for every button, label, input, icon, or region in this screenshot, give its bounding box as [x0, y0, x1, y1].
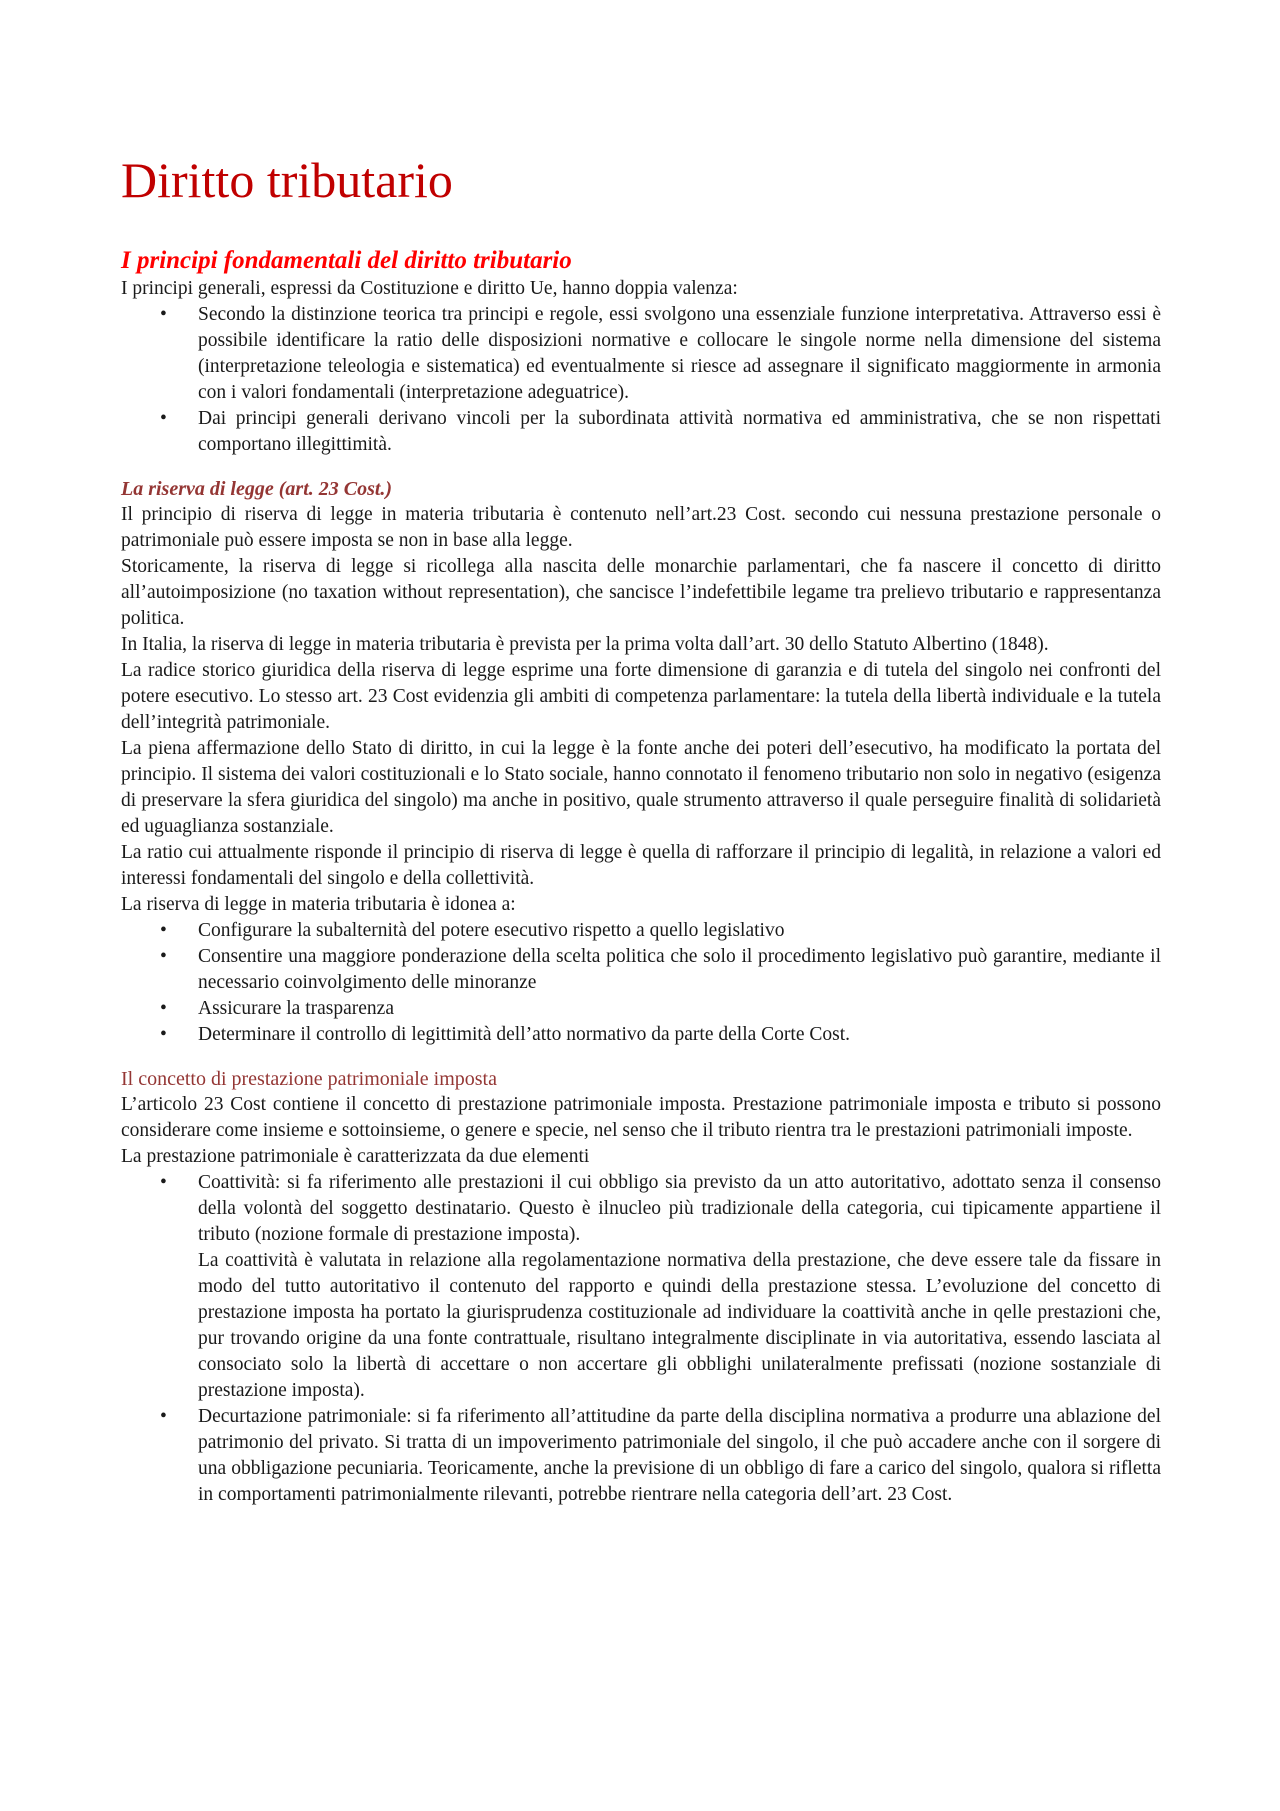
- section-heading: Il concetto di prestazione patrimoniale imposta: [121, 1068, 497, 1090]
- list-item-text: Decurtazione patrimoniale: si fa riferimento all’attitudine da parte della disciplina normativa a produrre una ablazione del patrimonio del privato. Si tratta di un impoverimento patrimoniale del singolo, il che può accadere anche con il sorgere di una obbligazione pecuniaria. Teoricamente, anche la previsione di un obbligo di fare a carico del singolo, qualora si rifletta in comportamenti patrimonialmente rilevanti, potrebbe rientrare nella categoria dell’art. 23 Cost.: [198, 1406, 1161, 1505]
- list-item: [121, 406, 1161, 458]
- bullet-list: [121, 1170, 1161, 1508]
- bullet-icon: •: [160, 304, 167, 325]
- section-principi-fondamentali: [121, 246, 1161, 458]
- bullet-icon: •: [160, 946, 167, 967]
- bullet-icon: •: [160, 998, 167, 1019]
- list-item: [121, 1022, 1161, 1048]
- paragraph: La radice storico giuridica della riserva di legge esprime una forte dimensione di garanzia e di tutela del singolo nei confronti del potere esecutivo. Lo stesso art. 23 Cost evidenzia gli ambiti di competenza parlamentare: la tutela della libertà individuale e la tutela dell’integrità patrimoniale.: [121, 660, 1161, 733]
- paragraph: La ratio cui attualmente risponde il principio di riserva di legge è quella di rafforzare il principio di legalità, in relazione a valori ed interessi fondamentali del singolo e della collettività.: [121, 842, 1161, 889]
- section-riserva-di-legge: [121, 476, 1161, 1048]
- paragraph: Il principio di riserva di legge in materia tributaria è contenuto nell’art.23 Cost. secondo cui nessuna prestazione personale o patrimoniale può essere imposta se non in base alla legge.: [121, 504, 1161, 551]
- list-item-text: Configurare la subalternità del potere esecutivo rispetto a quello legislativo: [198, 920, 785, 941]
- list-item: [121, 1170, 1161, 1404]
- bullet-icon: •: [160, 1172, 167, 1193]
- bullet-list: [121, 918, 1161, 1048]
- bullet-icon: •: [160, 1406, 167, 1427]
- paragraph: L’articolo 23 Cost contiene il concetto di prestazione patrimoniale imposta. Prestazione patrimoniale imposta e tributo si possono considerare come insieme e sottoinsieme, o genere e specie, nel senso che il tributo rientra tra le prestazioni patrimoniali imposte.: [121, 1094, 1161, 1141]
- list-item-text: Coattività: si fa riferimento alle prestazioni il cui obbligo sia previsto da un atto autoritativo, adottato senza il consenso della volontà del soggetto destinatario. Questo è ilnucleo più tradizionale della categoria, cui tipicamente appartiene il tributo (nozione formale di prestazione imposta).: [198, 1172, 1161, 1245]
- document-page: [121, 150, 1161, 1508]
- bullet-icon: •: [160, 920, 167, 941]
- list-item-text: Determinare il controllo di legittimità dell’atto normativo da parte della Corte Cost.: [198, 1024, 850, 1045]
- paragraph: Storicamente, la riserva di legge si ricollega alla nascita delle monarchie parlamentari, che fa nascere il concetto di diritto all’autoimposizione (no taxation without representation), che sancisce l’indefettibile legame tra prelievo tributario e rappresentanza politica.: [121, 556, 1161, 629]
- list-item: [121, 996, 1161, 1022]
- bullet-list: [121, 302, 1161, 458]
- document-title: Diritto tributario: [121, 152, 453, 208]
- list-item: [121, 944, 1161, 996]
- list-item: [121, 302, 1161, 406]
- list-item-text: Secondo la distinzione teorica tra principi e regole, essi svolgono una essenziale funzione interpretativa. Attraverso essi è possibile identificare la ratio delle disposizioni normative e collocare le singole norme nella dimensione del sistema (interpretazione teleologia e sistematica) ed eventualmente si riesce ad assegnare il significato maggiormente in armonia con i valori fondamentali (interpretazione adeguatrice).: [198, 304, 1161, 403]
- list-item-text: La coattività è valutata in relazione alla regolamentazione normativa della prestazione, che deve essere tale da fissare in modo del tutto autoritativo il contenuto del rapporto e quindi della prestazione stessa. L’evoluzione del concetto di prestazione imposta ha portato la giurisprudenza costituzionale ad individuare la coattività anche in qelle prestazioni che, pur trovando origine da una fonte contrattuale, risultano integralmente disciplinate in via autoritativa, essendo lasciata al consociato solo la libertà di accettare o non accertare gli obblighi unilateralmente prefissati (nozione sostanziale di prestazione imposta).: [198, 1250, 1161, 1401]
- list-item: [121, 1404, 1161, 1508]
- list-item: [121, 918, 1161, 944]
- bullet-icon: •: [160, 1024, 167, 1045]
- section-prestazione-patrimoniale: [121, 1066, 1161, 1508]
- list-item-text: Dai principi generali derivano vincoli per la subordinata attività normativa ed amministrativa, che se non rispettati comportano illegittimità.: [198, 408, 1161, 455]
- paragraph: La piena affermazione dello Stato di diritto, in cui la legge è la fonte anche dei poteri dell’esecutivo, ha modificato la portata del principio. Il sistema dei valori costituzionali e lo Stato sociale, hanno connotato il fenomeno tributario non solo in negativo (esigenza di preservare la sfera giuridica del singolo) ma anche in positivo, quale strumento attraverso il quale perseguire finalità di solidarietà ed uguaglianza sostanziale.: [121, 738, 1161, 837]
- list-item-text: Consentire una maggiore ponderazione della scelta politica che solo il procedimento legislativo può garantire, mediante il necessario coinvolgimento delle minoranze: [198, 946, 1161, 993]
- paragraph: I principi generali, espressi da Costituzione e diritto Ue, hanno doppia valenza:: [121, 278, 738, 299]
- bullet-icon: •: [160, 408, 167, 429]
- paragraph: In Italia, la riserva di legge in materia tributaria è prevista per la prima volta dall’art. 30 dello Statuto Albertino (1848).: [121, 634, 1049, 655]
- paragraph: La prestazione patrimoniale è caratterizzata da due elementi: [121, 1146, 590, 1167]
- section-heading: I principi fondamentali del diritto tributario: [121, 247, 572, 274]
- paragraph: La riserva di legge in materia tributaria è idonea a:: [121, 894, 516, 915]
- section-heading: La riserva di legge (art. 23 Cost.): [121, 478, 393, 500]
- list-item-text: Assicurare la trasparenza: [198, 998, 394, 1019]
